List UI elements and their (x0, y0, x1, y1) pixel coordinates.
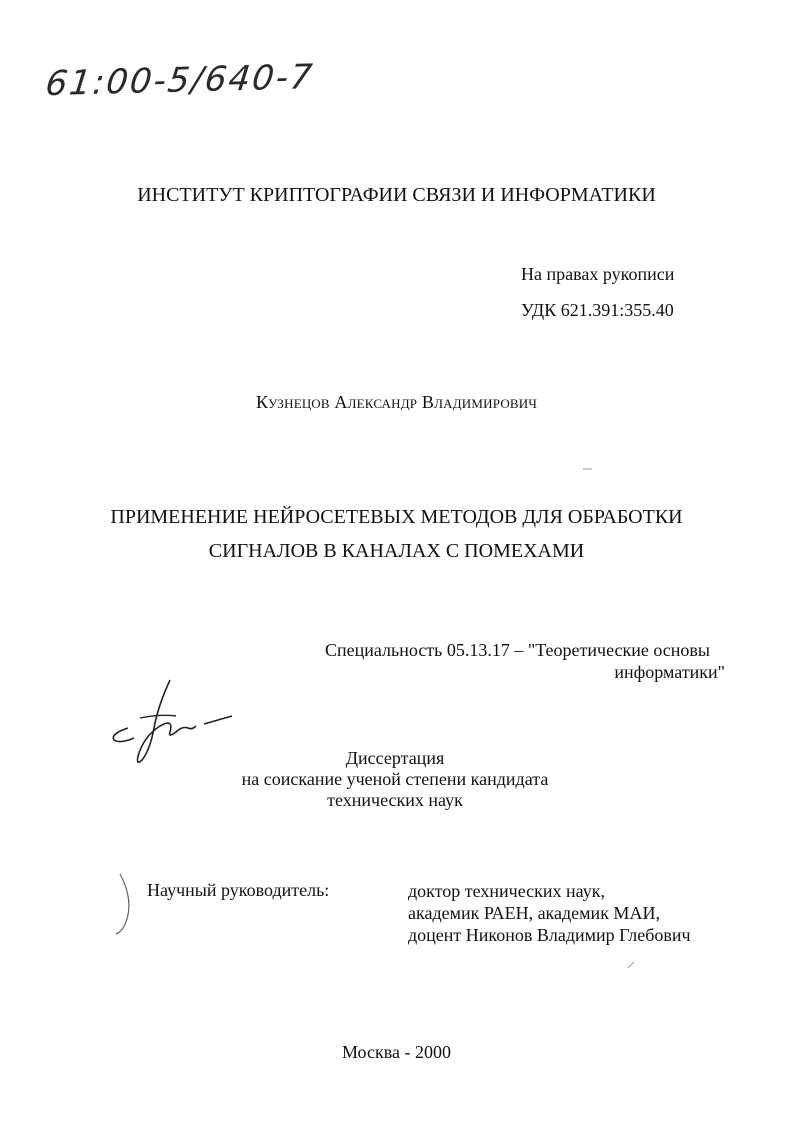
author-name: Кузнецов Александр Владимирович (255, 392, 538, 412)
institute-name: ИНСТИТУТ КРИПТОГРАФИИ СВЯЗИ И ИНФОРМАТИКИ (137, 184, 656, 206)
rights-note: На правах рукописи (521, 264, 675, 284)
udc-code: УДК 621.391:355.40 (521, 300, 674, 320)
advisor-line-2: академик РАЕН, академик МАИ, (408, 903, 660, 923)
pencil-bracket-mark (112, 870, 142, 940)
thesis-title-line-2: СИГНАЛОВ В КАНАЛАХ С ПОМЕХАМИ (208, 540, 585, 562)
city-year: Москва - 2000 (342, 1042, 451, 1062)
advisor-label: Научный руководитель: (147, 880, 330, 900)
specialty-line-2: информатики" (614, 662, 725, 682)
advisor-line-1: доктор технических наук, (408, 881, 605, 901)
advisor-details (408, 880, 691, 946)
dissertation-line-3: технических наук (327, 790, 463, 810)
dissertation-statement (230, 748, 560, 811)
specialty-line-1: Специальность 05.13.17 – "Теоретические основы (325, 640, 711, 660)
author-signature (100, 676, 240, 766)
advisor-line-3: доцент Никонов Владимир Глебович (408, 925, 691, 945)
handwritten-archive-number: 61:00-5/640-7 (43, 56, 317, 105)
thesis-title-line-1: ПРИМЕНЕНИЕ НЕЙРОСЕТЕВЫХ МЕТОДОВ ДЛЯ ОБРАБОТКИ (110, 506, 683, 528)
dissertation-line-1: Диссертация (345, 748, 445, 768)
dissertation-line-2: на соискание ученой степени кандидата (241, 769, 549, 789)
